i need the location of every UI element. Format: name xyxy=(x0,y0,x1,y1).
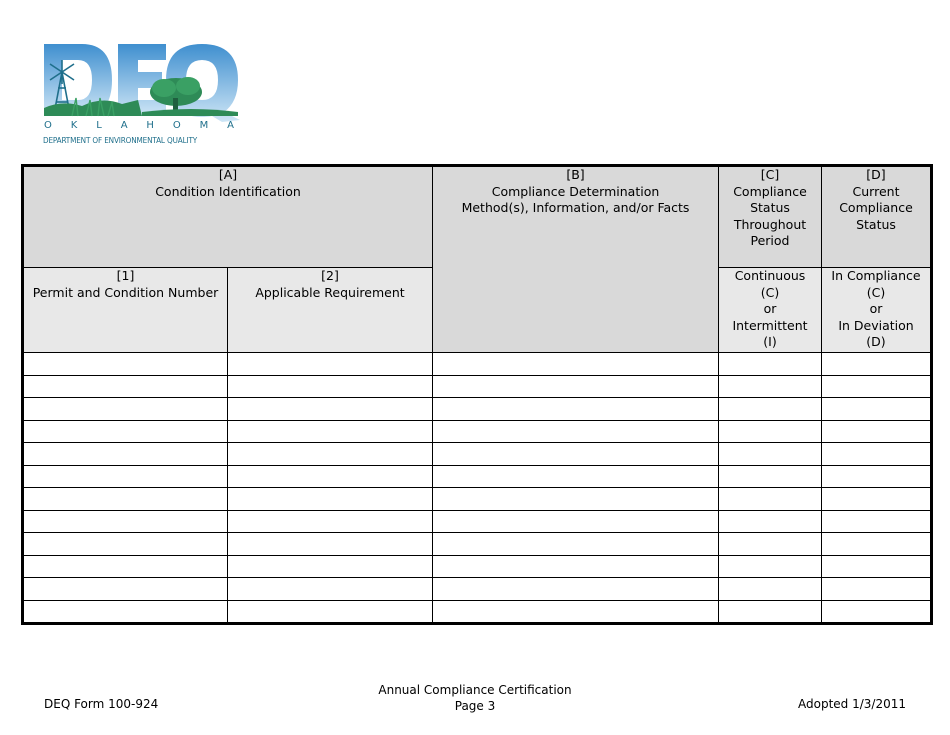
applicable-requirement-cell[interactable] xyxy=(228,465,433,488)
current-status-cell[interactable] xyxy=(822,353,932,376)
table-row xyxy=(23,510,932,533)
current-status-cell[interactable] xyxy=(822,488,932,511)
col-d-subheader: In Compliance (C) or In Deviation (D) xyxy=(822,268,932,353)
applicable-requirement-cell[interactable] xyxy=(228,578,433,601)
current-status-cell[interactable] xyxy=(822,578,932,601)
applicable-requirement-cell[interactable] xyxy=(228,510,433,533)
determination-method-cell[interactable] xyxy=(433,353,719,376)
determination-method-cell[interactable] xyxy=(433,578,719,601)
col-c-header: [C] Compliance Status Throughout Period xyxy=(719,166,822,268)
status-period-cell[interactable] xyxy=(719,465,822,488)
permit-condition-cell[interactable] xyxy=(23,533,228,556)
form-number: DEQ Form 100-924 xyxy=(44,697,159,711)
applicable-requirement-cell[interactable] xyxy=(228,420,433,443)
col-a-header: [A] Condition Identification xyxy=(23,166,433,268)
current-status-cell[interactable] xyxy=(822,398,932,421)
status-period-cell[interactable] xyxy=(719,533,822,556)
deq-logo-graphic xyxy=(42,42,242,122)
status-period-cell[interactable] xyxy=(719,353,822,376)
applicable-requirement-cell[interactable] xyxy=(228,600,433,624)
col-1-header: [1] Permit and Condition Number xyxy=(23,268,228,353)
permit-condition-cell[interactable] xyxy=(23,443,228,466)
table-row xyxy=(23,353,932,376)
permit-condition-cell[interactable] xyxy=(23,420,228,443)
current-status-cell[interactable] xyxy=(822,600,932,624)
permit-condition-cell[interactable] xyxy=(23,353,228,376)
permit-condition-cell[interactable] xyxy=(23,465,228,488)
status-period-cell[interactable] xyxy=(719,555,822,578)
current-status-cell[interactable] xyxy=(822,510,932,533)
table-row xyxy=(23,398,932,421)
current-status-cell[interactable] xyxy=(822,443,932,466)
table-header-row xyxy=(23,166,932,268)
permit-condition-cell[interactable] xyxy=(23,600,228,624)
table-row xyxy=(23,420,932,443)
determination-method-cell[interactable] xyxy=(433,533,719,556)
determination-method-cell[interactable] xyxy=(433,420,719,443)
applicable-requirement-cell[interactable] xyxy=(228,488,433,511)
status-period-cell[interactable] xyxy=(719,398,822,421)
col-b-header: [B] Compliance Determination Method(s), Information, and/or Facts xyxy=(433,166,719,353)
logo-state-letters: O K L A H O M A xyxy=(44,120,234,131)
status-period-cell[interactable] xyxy=(719,375,822,398)
compliance-table xyxy=(21,164,933,625)
determination-method-cell[interactable] xyxy=(433,443,719,466)
determination-method-cell[interactable] xyxy=(433,555,719,578)
status-period-cell[interactable] xyxy=(719,443,822,466)
permit-condition-cell[interactable] xyxy=(23,375,228,398)
table-row xyxy=(23,555,932,578)
determination-method-cell[interactable] xyxy=(433,375,719,398)
current-status-cell[interactable] xyxy=(822,465,932,488)
status-period-cell[interactable] xyxy=(719,578,822,601)
table-row xyxy=(23,443,932,466)
applicable-requirement-cell[interactable] xyxy=(228,353,433,376)
deq-logo xyxy=(42,42,242,147)
permit-condition-cell[interactable] xyxy=(23,578,228,601)
applicable-requirement-cell[interactable] xyxy=(228,443,433,466)
table-row xyxy=(23,465,932,488)
determination-method-cell[interactable] xyxy=(433,600,719,624)
status-period-cell[interactable] xyxy=(719,488,822,511)
table-row xyxy=(23,578,932,601)
applicable-requirement-cell[interactable] xyxy=(228,533,433,556)
determination-method-cell[interactable] xyxy=(433,510,719,533)
permit-condition-cell[interactable] xyxy=(23,398,228,421)
current-status-cell[interactable] xyxy=(822,533,932,556)
table-row xyxy=(23,488,932,511)
col-c-subheader: Continuous (C) or Intermittent (I) xyxy=(719,268,822,353)
determination-method-cell[interactable] xyxy=(433,398,719,421)
footer-center xyxy=(375,682,575,714)
applicable-requirement-cell[interactable] xyxy=(228,555,433,578)
status-period-cell[interactable] xyxy=(719,510,822,533)
current-status-cell[interactable] xyxy=(822,375,932,398)
applicable-requirement-cell[interactable] xyxy=(228,398,433,421)
logo-department: DEPARTMENT OF ENVIRONMENTAL QUALITY xyxy=(43,135,198,145)
status-period-cell[interactable] xyxy=(719,600,822,624)
permit-condition-cell[interactable] xyxy=(23,488,228,511)
determination-method-cell[interactable] xyxy=(433,488,719,511)
table-row xyxy=(23,533,932,556)
footer-page: Page 3 xyxy=(454,699,496,713)
table-body xyxy=(23,353,932,624)
determination-method-cell[interactable] xyxy=(433,465,719,488)
footer-title: Annual Compliance Certification xyxy=(378,683,572,697)
table-row xyxy=(23,375,932,398)
current-status-cell[interactable] xyxy=(822,555,932,578)
status-period-cell[interactable] xyxy=(719,420,822,443)
adopted-date: Adopted 1/3/2011 xyxy=(798,697,906,711)
permit-condition-cell[interactable] xyxy=(23,510,228,533)
permit-condition-cell[interactable] xyxy=(23,555,228,578)
applicable-requirement-cell[interactable] xyxy=(228,375,433,398)
col-d-header: [D] Current Compliance Status xyxy=(822,166,932,268)
table-row xyxy=(23,600,932,624)
col-2-header: [2] Applicable Requirement xyxy=(228,268,433,353)
current-status-cell[interactable] xyxy=(822,420,932,443)
